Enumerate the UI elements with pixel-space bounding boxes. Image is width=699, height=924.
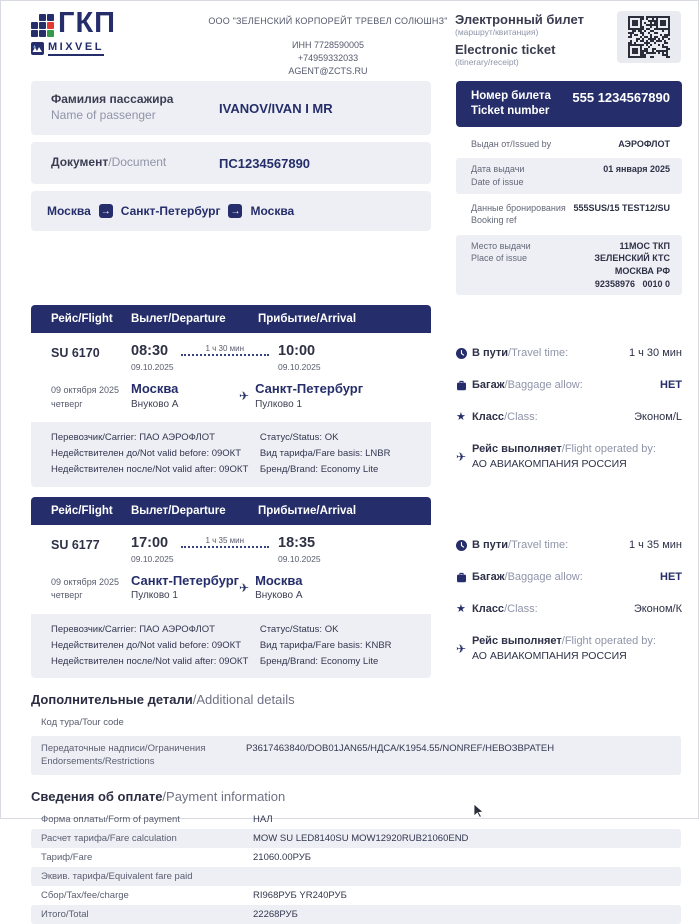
col-flight: Рейс/Flight [51, 313, 113, 326]
flight-card-2 [31, 497, 431, 678]
departure-date: 09.10.2025 [131, 553, 174, 564]
endorsements-value: P3617463840/DOB01JAN65/НДСА/K1954.55/NONREF/НЕВОЗВРАТЕН [246, 742, 555, 754]
issued-by-value: АЭРОФЛОТ [618, 138, 670, 149]
not-valid-after-line: Недействителен после/Not valid after: 09ОКТ [51, 464, 249, 476]
date-of-issue-label-ru: Дата выдачи [471, 164, 525, 175]
date-of-issue-label-en: Date of issue [471, 177, 524, 188]
star-icon: ★ [456, 411, 466, 424]
ticket-number-value: 555 1234567890 [572, 90, 670, 105]
route-arrow-icon: → [230, 205, 241, 217]
carrier-line: Перевозчик/Carrier: ПАО АЭРОФЛОТ [51, 623, 215, 635]
airplane-icon: ✈ [456, 641, 467, 656]
ticket-title-ru: Электронный билет [455, 12, 584, 27]
col-arrival: Прибытие/Arrival [258, 313, 357, 326]
arrival-time-block [278, 536, 431, 564]
brand-line: Бренд/Brand: Economy Lite [259, 655, 379, 667]
booking-ref-row [456, 197, 682, 232]
date-of-issue-row [456, 158, 682, 193]
class-value: Эконом/К [633, 602, 682, 615]
flight-table-header [31, 497, 431, 525]
endorsements-row [31, 736, 681, 775]
payment-row-form: Форма оплаты/Form of payment НАЛ [41, 813, 273, 825]
qr-code [628, 16, 670, 58]
agency-logo [31, 9, 201, 73]
booking-ref-label-ru: Данные бронирования [471, 202, 566, 213]
issued-by-row [456, 133, 682, 156]
arrival-date: 09.10.2025 [278, 362, 321, 373]
arrival-airport: Внуково А [255, 590, 303, 602]
fare-basis-line: Вид тарифа/Fare basis: KNBR [259, 639, 392, 651]
additional-details-title: Дополнительные детали/Additional details [31, 691, 295, 707]
flight-weekday: четверг [51, 398, 83, 409]
payment-row-total: Итого/Total 22268РУБ [31, 905, 681, 924]
additional-details-section [31, 692, 681, 775]
place-of-issue-row [456, 235, 682, 295]
departure-time-block [131, 344, 174, 372]
departure-time: 17:00 [131, 534, 169, 551]
airplane-icon: ✈ [239, 389, 250, 404]
flight-number: SU 6177 [51, 537, 100, 552]
operated-by-row: ✈ Рейс выполняет/Flight operated by: АО АВИАКОМПАНИЯ РОССИЯ [456, 443, 656, 471]
booking-ref-value: 555SUS/15 TEST12/SU [573, 202, 670, 213]
flight-duration: 1 ч 35 мин [205, 535, 245, 545]
ticket-number-label-en: Ticket number [471, 104, 550, 117]
ticket-number-box [456, 81, 682, 127]
issued-by-label: Выдан от/Issued by [471, 138, 552, 149]
col-departure: Вылет/Departure [131, 504, 226, 517]
document-box [31, 142, 431, 184]
flight-side-panel-1 [456, 305, 682, 486]
departure-airport: Пулково 1 [131, 590, 178, 602]
route-box [31, 191, 431, 231]
flight-details [31, 422, 431, 486]
baggage-row: Багаж/Baggage allow: НЕТ [456, 571, 682, 583]
flight-weekday: четверг [51, 590, 83, 601]
arrival-time-block [278, 344, 431, 372]
travel-time-row: В пути/Travel time: 1 ч 30 мин [456, 347, 682, 359]
passenger-name-box [31, 81, 431, 135]
mouse-cursor [473, 803, 484, 818]
payment-row-equivalent-fare: Эквив. тарифа/Equivalent fare paid [31, 867, 681, 886]
date-of-issue-value: 01 января 2025 [603, 164, 670, 175]
payment-row-fare: Тариф/Fare 21060.00РУБ [41, 851, 312, 863]
document-label-en: /Document [108, 155, 167, 170]
baggage-icon [456, 571, 472, 583]
payment-title: Сведения об оплате/Payment information [31, 788, 286, 804]
mixvel-wordmark: MIXVEL [48, 41, 104, 56]
company-inn: ИНН 7728590005 [291, 40, 365, 50]
departure-time-block [131, 536, 174, 564]
not-valid-before-line: Недействителен до/Not valid before: 09ОКТ [51, 448, 242, 460]
not-valid-before-line: Недействителен до/Not valid before: 09ОКТ [51, 639, 242, 651]
logo-mosaic-icon [31, 14, 54, 37]
col-departure: Вылет/Departure [131, 313, 226, 326]
brand-line: Бренд/Brand: Economy Lite [259, 464, 379, 476]
payment-section [31, 789, 681, 924]
ticket-number-label-ru: Номер билета [471, 90, 551, 102]
class-row: ★ Класс/Class: Эконом/К [456, 602, 682, 615]
route-stop: Москва [47, 204, 91, 218]
travel-time-value: 1 ч 30 мин [628, 347, 682, 360]
document-value: ПС1234567890 [219, 155, 311, 171]
place-of-issue-label-en: Place of issue [471, 253, 528, 264]
baggage-icon [456, 379, 472, 391]
arrival-city: Москва [255, 572, 303, 588]
payment-row-tax: Сбор/Tax/fee/charge RI968РУБ YR240РУБ [41, 889, 347, 901]
departure-date: 09.10.2025 [131, 362, 174, 373]
baggage-value: НЕТ [660, 570, 682, 583]
operated-by-value: АО АВИАКОМПАНИЯ РОССИЯ [472, 649, 627, 662]
arrival-airport: Пулково 1 [255, 398, 303, 410]
place-of-issue-label-ru: Место выдачи [471, 240, 531, 251]
departure-city: Москва [131, 381, 179, 397]
travel-time-value: 1 ч 35 мин [628, 538, 682, 551]
company-name: ООО "ЗЕЛЕНСКИЙ КОРПОРЕЙТ ТРЕВЕЛ СОЛЮШНЗ" [208, 16, 448, 26]
ticket-title-block [455, 9, 607, 73]
airplane-icon: ✈ [239, 580, 250, 595]
airplane-icon: ✈ [456, 450, 467, 465]
header [31, 7, 681, 77]
logo-text: ГКП [58, 7, 116, 39]
not-valid-after-line: Недействителен после/Not valid after: 09ОКТ [51, 655, 249, 667]
col-arrival: Прибытие/Arrival [258, 504, 357, 517]
company-info [201, 9, 455, 77]
arrival-time: 18:35 [278, 534, 316, 551]
passenger-name-value: IVANOV/IVAN I MR [219, 100, 333, 116]
class-row: ★ Класс/Class: Эконом/L [456, 411, 682, 424]
departure-time: 08:30 [131, 343, 169, 360]
travel-time-row: В пути/Travel time: 1 ч 35 мин [456, 539, 682, 551]
flight-card-1 [31, 305, 431, 486]
operated-by-value: АО АВИАКОМПАНИЯ РОССИЯ [472, 458, 627, 471]
flight-table-header [31, 305, 431, 333]
flight-details [31, 614, 431, 678]
mixvel-logo-icon [31, 42, 44, 55]
mixvel-logo [31, 41, 201, 56]
fare-basis-line: Вид тарифа/Fare basis: LNBR [259, 448, 391, 460]
ticket-subtitle-ru: (маршрут/квитанция) [455, 26, 539, 37]
star-icon: ★ [456, 602, 466, 615]
flight-side-panel-2 [456, 497, 682, 678]
arrival-city-block [255, 573, 302, 603]
company-email: AGENT@ZCTS.RU [288, 66, 368, 77]
endorsements-label-en: Endorsements/Restrictions [41, 756, 155, 768]
place-of-issue-value: 11МОС ТКП ЗЕЛЕНСКИЙ КТС МОСКВА РФ 92358976 0010 0 [594, 240, 670, 289]
flight-duration-connector [181, 536, 269, 548]
qr-code-box [617, 11, 681, 63]
passenger-name-label-en: Name of passenger [51, 108, 156, 122]
class-value: Эконом/L [634, 411, 682, 424]
baggage-row: Багаж/Baggage allow: НЕТ [456, 379, 682, 391]
route-stop: Санкт-Петербург [120, 204, 221, 218]
arrival-city-block [255, 381, 363, 411]
tour-code-label: Код тура/Tour code [41, 716, 124, 728]
booking-ref-label-en: Booking ref [471, 215, 517, 226]
baggage-value: НЕТ [660, 379, 682, 392]
route-stop: Москва [250, 204, 295, 218]
arrival-date: 09.10.2025 [278, 553, 321, 564]
flight-duration-connector [181, 344, 269, 356]
departure-airport: Внуково А [131, 398, 179, 410]
clock-icon [456, 347, 472, 359]
route-arrow-icon: → [100, 205, 111, 217]
flight-number: SU 6170 [51, 346, 100, 361]
flight-date-long: 09 октября 2025 четверг [51, 381, 131, 411]
flight-date-long: 09 октября 2025 четверг [51, 573, 131, 603]
arrival-city: Санкт-Петербург [255, 381, 364, 397]
company-phone: +74959332033 [297, 53, 359, 64]
ticket-title-en: Electronic ticket [455, 41, 556, 57]
flight-duration: 1 ч 30 мин [205, 344, 245, 354]
status-line: Статус/Status: OK [259, 623, 339, 635]
tour-code-row [31, 713, 681, 736]
status-line: Статус/Status: OK [259, 432, 339, 444]
document-label-ru: Документ [51, 155, 109, 170]
col-flight: Рейс/Flight [51, 504, 113, 517]
payment-row-fare-calculation: Расчет тарифа/Fare calculation MOW SU LED8140SU MOW12920RUB21060END [31, 829, 681, 848]
ticket-info-section [456, 81, 682, 295]
passenger-name-label-ru: Фамилия пассажира [51, 92, 174, 107]
departure-city: Санкт-Петербург [131, 572, 240, 588]
endorsements-label-ru: Передаточные надписи/Ограничения [41, 742, 206, 754]
ticket-subtitle-en: (itinerary/receipt) [455, 56, 519, 67]
passenger-section [31, 81, 431, 295]
clock-icon [456, 539, 472, 551]
operated-by-row: ✈ Рейс выполняет/Flight operated by: АО АВИАКОМПАНИЯ РОССИЯ [456, 634, 656, 662]
arrival-time: 10:00 [278, 343, 316, 360]
carrier-line: Перевозчик/Carrier: ПАО АЭРОФЛОТ [51, 432, 215, 444]
